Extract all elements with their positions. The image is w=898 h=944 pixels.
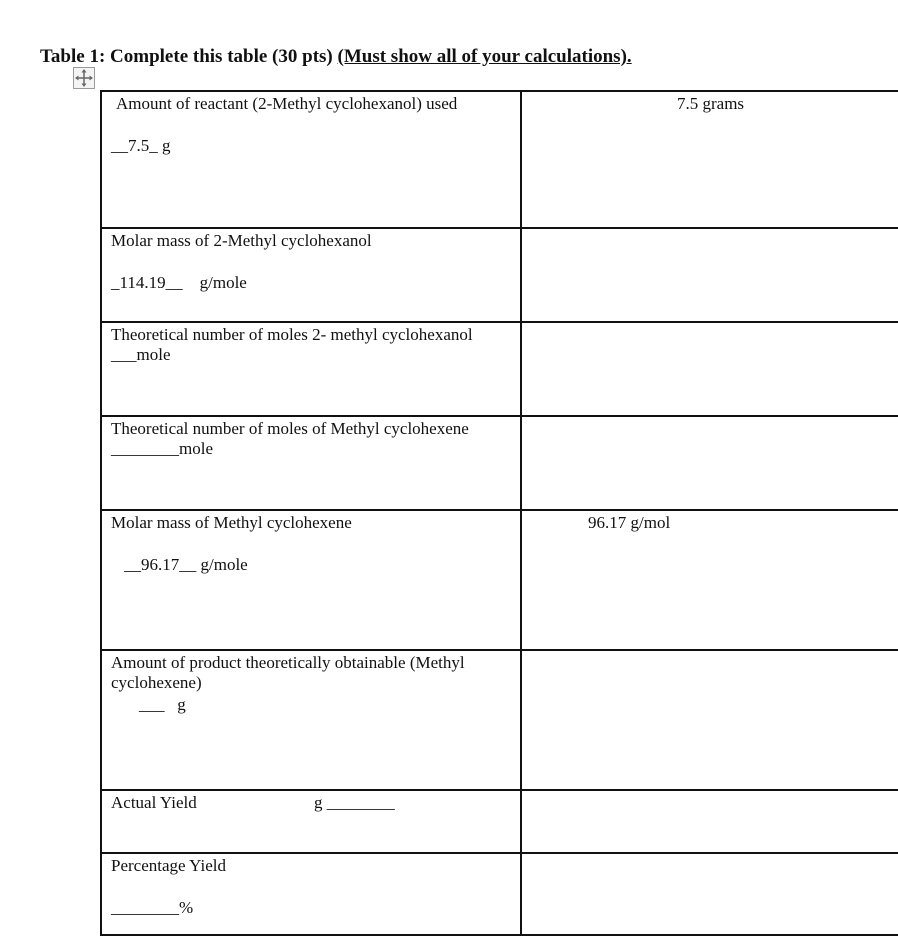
table-row bbox=[101, 91, 898, 228]
product-molar-mass-answer: 96.17 g/mol bbox=[588, 513, 671, 532]
product-moles-value: ________mole bbox=[111, 439, 213, 458]
actual-yield-unit: g ________ bbox=[314, 793, 395, 812]
table-move-handle-icon[interactable] bbox=[73, 67, 95, 89]
answer-cell[interactable] bbox=[521, 790, 898, 853]
table-row bbox=[101, 853, 898, 935]
table-row bbox=[101, 416, 898, 510]
row-label-cell[interactable] bbox=[101, 322, 521, 416]
table-title bbox=[40, 46, 632, 68]
reactant-amount-value: __7.5_ g bbox=[111, 136, 171, 155]
table-row bbox=[101, 510, 898, 650]
answer-cell[interactable] bbox=[521, 228, 898, 322]
title-instruction: (Must show all of your calculations). bbox=[337, 46, 632, 67]
answer-cell[interactable] bbox=[521, 853, 898, 935]
row-label-cell[interactable] bbox=[101, 853, 521, 935]
row-label-cell[interactable] bbox=[101, 650, 521, 790]
row-label-cell[interactable] bbox=[101, 510, 521, 650]
table-row bbox=[101, 228, 898, 322]
product-molar-mass-label: Molar mass of Methyl cyclohexene bbox=[111, 513, 352, 532]
answer-cell[interactable] bbox=[521, 322, 898, 416]
calculation-table bbox=[100, 90, 898, 936]
reactant-molar-mass-label: Molar mass of 2-Methyl cyclohexanol bbox=[111, 231, 372, 250]
product-moles-label: Theoretical number of moles of Methyl cyclohexene bbox=[111, 419, 469, 438]
table-row bbox=[101, 322, 898, 416]
theoretical-product-label-line1: Amount of product theoretically obtainable (Methyl bbox=[111, 653, 465, 672]
reactant-amount-answer: 7.5 grams bbox=[677, 94, 745, 113]
row-label-cell[interactable] bbox=[101, 790, 521, 853]
answer-cell[interactable] bbox=[521, 650, 898, 790]
answer-cell[interactable] bbox=[521, 510, 898, 650]
table-row bbox=[101, 790, 898, 853]
product-molar-mass-value: __96.17__ g/mole bbox=[124, 555, 248, 574]
reactant-molar-mass-value: _114.19__ g/mole bbox=[111, 273, 247, 292]
theoretical-product-label-line2: cyclohexene) bbox=[111, 673, 202, 692]
answer-cell[interactable] bbox=[521, 416, 898, 510]
theoretical-product-value: ___ g bbox=[139, 695, 186, 714]
percentage-yield-value: ________% bbox=[111, 898, 194, 917]
reactant-moles-value: ___mole bbox=[111, 345, 171, 364]
percentage-yield-label: Percentage Yield bbox=[111, 856, 227, 875]
table-row bbox=[101, 650, 898, 790]
answer-cell[interactable] bbox=[521, 91, 898, 228]
row-label-cell[interactable] bbox=[101, 416, 521, 510]
row-label-cell[interactable] bbox=[101, 91, 521, 228]
actual-yield-label: Actual Yield bbox=[111, 793, 197, 812]
row-label-cell[interactable] bbox=[101, 228, 521, 322]
reactant-moles-label: Theoretical number of moles 2- methyl cyclohexanol bbox=[111, 325, 473, 344]
title-prefix: Table 1: Complete this table (30 pts) bbox=[40, 46, 338, 67]
reactant-amount-label: Amount of reactant (2-Methyl cyclohexanol) used bbox=[116, 94, 458, 113]
